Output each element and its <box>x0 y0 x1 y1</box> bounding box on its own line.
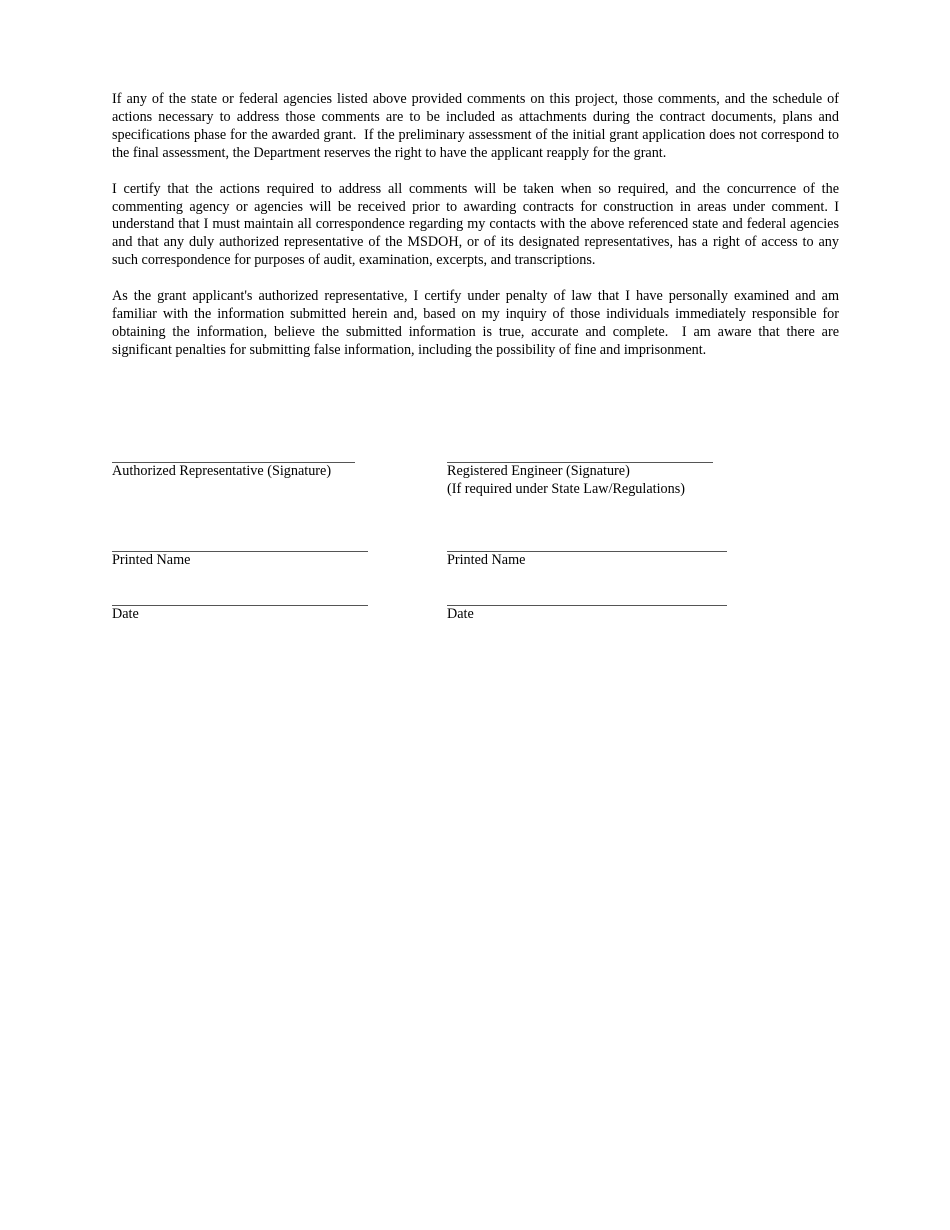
signature-block <box>112 446 839 646</box>
paragraph-penalty-certification: As the grant applicant's authorized representative, I certify under penalty of law that I have personally examined and am familiar with the information submitted herein and, based on my inquiry of those individuals immediately responsible for obtaining the information, believe the submitted information is true, accurate and complete. I am aware that there are significant penalties for submitting false information, including the possibility of fine and imprisonment. <box>112 288 843 358</box>
date-line[interactable] <box>447 589 727 606</box>
date-label: Date <box>447 606 474 622</box>
signature-line[interactable] <box>112 446 355 463</box>
printed-name-line[interactable] <box>112 535 368 552</box>
printed-name-label: Printed Name <box>447 552 526 568</box>
engineer-date-field[interactable] <box>447 589 727 624</box>
engineer-printed-name-field[interactable] <box>447 535 727 570</box>
authorized-rep-signature-label: Authorized Representative (Signature) <box>112 463 332 479</box>
signature-line[interactable] <box>447 446 713 463</box>
engineer-signature-note: (If required under State Law/Regulations) <box>447 480 685 497</box>
printed-name-label: Printed Name <box>112 552 191 568</box>
authorized-rep-signature-field[interactable] <box>112 446 355 481</box>
engineer-signature-field[interactable] <box>447 446 713 499</box>
date-label: Date <box>112 606 139 622</box>
date-line[interactable] <box>112 589 368 606</box>
paragraph-agency-comments: If any of the state or federal agencies listed above provided comments on this project, those comments, and the schedule of actions necessary to address those comments are to be included as attachments during the contract documents, plans and specifications phase for the awarded grant. If the preliminary assessment of the initial grant application does not correspond to the final assessment, the Department reserves the right to have the applicant reapply for the grant. <box>112 91 843 161</box>
authorized-rep-printed-name-field[interactable] <box>112 535 368 570</box>
engineer-signature-label: Registered Engineer (Signature) <box>447 463 630 479</box>
certification-text <box>112 91 843 378</box>
authorized-rep-date-field[interactable] <box>112 589 368 624</box>
paragraph-certify-actions: I certify that the actions required to address all comments will be taken when so required, and the concurrence of the commenting agency or agencies will be received prior to awarding contracts for construction in areas under comment. I understand that I must maintain all correspondence regarding my contacts with the above referenced state and federal agencies and that any duly authorized representative of the MSDOH, or of its designated representatives, has a right of access to any such correspondence for purposes of audit, examination, excerpts, and transcriptions. <box>112 180 843 269</box>
printed-name-line[interactable] <box>447 535 727 552</box>
